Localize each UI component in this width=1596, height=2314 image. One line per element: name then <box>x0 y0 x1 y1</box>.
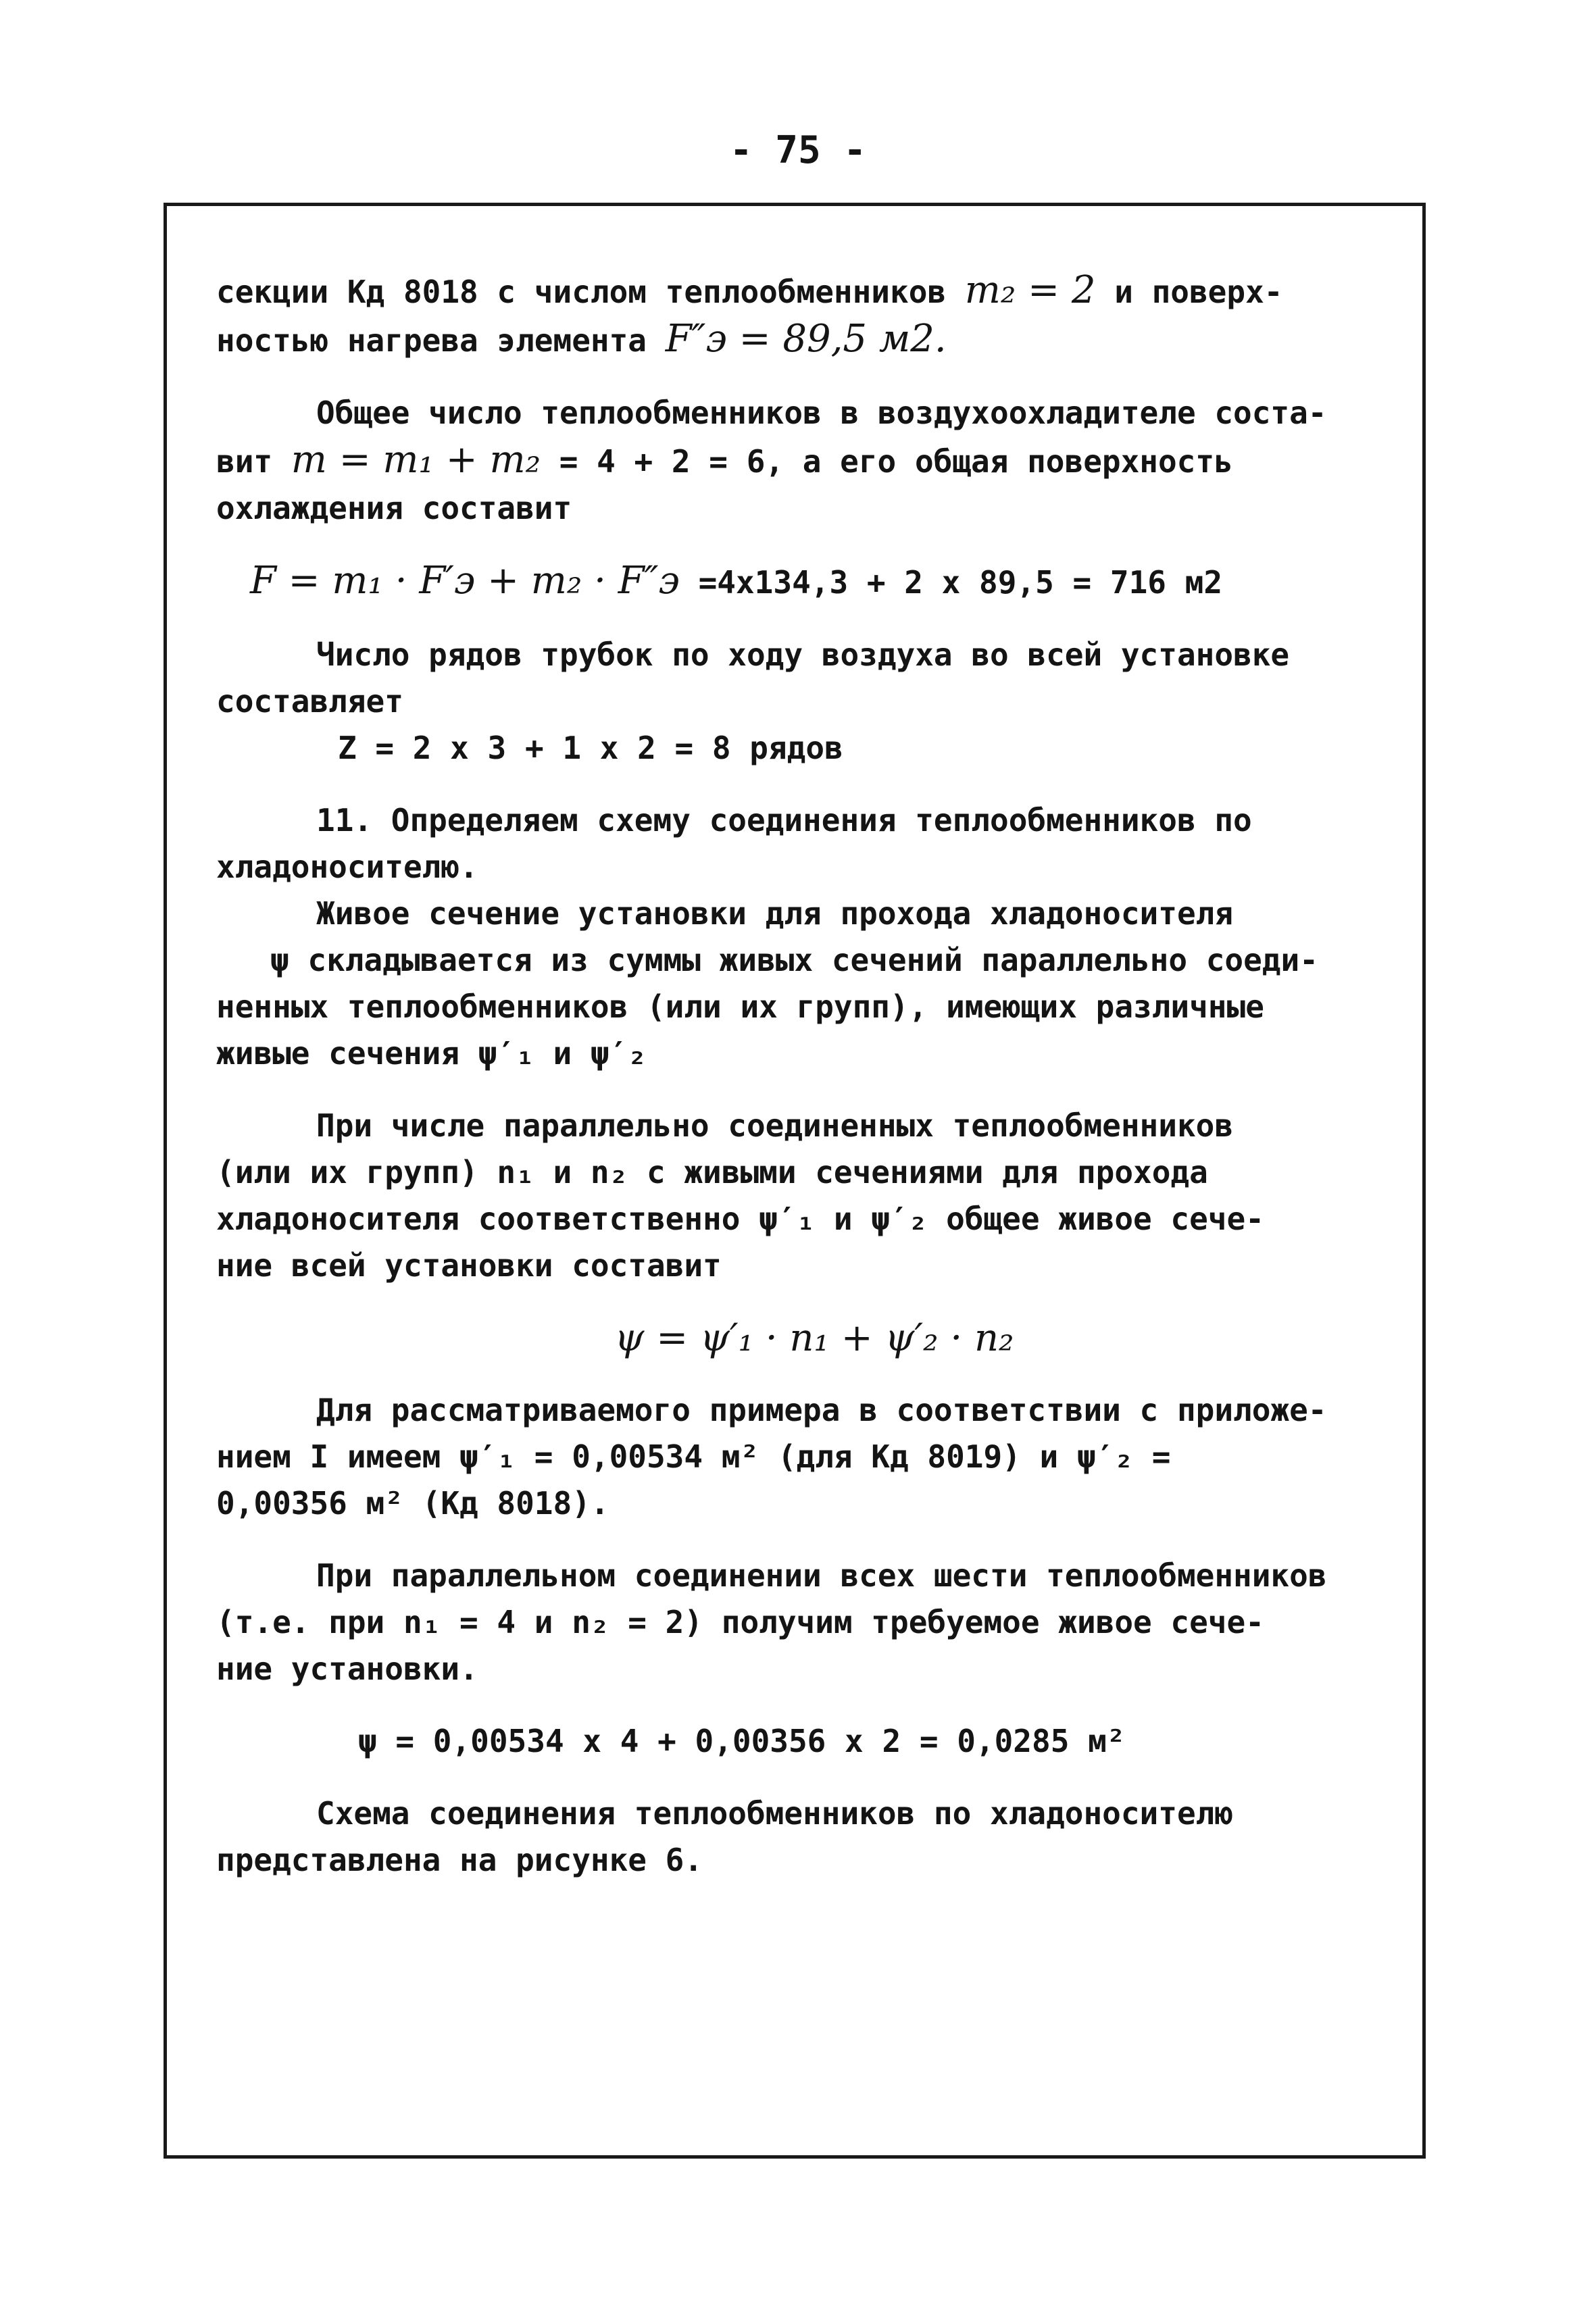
text-line: Схема соединения теплообменников по хладоносителю <box>316 1795 1234 1832</box>
text-line: ненных теплообменников (или их групп), имеющих различные <box>216 988 1264 1025</box>
formula-line: ψ = 0,00534 x 4 + 0,00356 x 2 = 0,0285 м² <box>358 1723 1126 1759</box>
text-line: ностью нагрева элемента F″э = 89,5 м2. <box>216 317 947 361</box>
text-line: нием I имеем ψ′₁ = 0,00534 м² (для Кд 8019) и ψ′₂ = <box>216 1438 1171 1475</box>
document-body <box>216 267 1412 1884</box>
text-line: (т.е. при n₁ = 4 и n₂ = 2) получим требуемое живое сече- <box>216 1604 1264 1640</box>
text-line: ние всей установки составит <box>216 1247 722 1284</box>
text-line: Живое сечение установки для прохода хладоносителя <box>316 895 1234 932</box>
text-line: ние установки. <box>216 1651 478 1687</box>
text-line: 11. Определяем схему соединения теплообменников по <box>316 802 1252 838</box>
text-line: живые сечения ψ′₁ и ψ′₂ <box>216 1035 647 1072</box>
text-line: 0,00356 м² (Кд 8018). <box>216 1485 609 1521</box>
text-line: вит m = m₁ + m₂ = 4 + 2 = 6, а его общая поверхность <box>216 438 1233 482</box>
text-line: (или их групп) n₁ и n₂ с живыми сечениями для прохода <box>216 1154 1208 1190</box>
text-line: Для рассматриваемого примера в соответствии с приложе- <box>316 1392 1327 1428</box>
formula-line: F = m₁ · F′э + m₂ · F″э =4x134,3 + 2 x 89,5 = 716 м2 <box>250 559 1223 603</box>
page-number: - 75 - <box>729 128 867 172</box>
text-line: представлена на рисунке 6. <box>216 1842 703 1878</box>
formula-line: ψ = ψ′₁ · n₁ + ψ′₂ · n₂ <box>614 1316 1014 1360</box>
text-line: Число рядов трубок по ходу воздуха во всей установке <box>316 636 1290 673</box>
text-line: При числе параллельно соединенных теплообменников <box>316 1107 1234 1144</box>
formula-line: Z = 2 x 3 + 1 x 2 = 8 рядов <box>338 730 843 766</box>
text-line: охлаждения составит <box>216 490 572 526</box>
text-line: хладоносителя соответственно ψ′₁ и ψ′₂ общее живое сече- <box>216 1201 1264 1237</box>
text-line: хладоносителю. <box>216 849 478 885</box>
text-line: Общее число теплообменников в воздухоохладителе соста- <box>316 395 1327 431</box>
text-line: ψ складывается из суммы живых сечений параллельно соеди- <box>270 942 1318 978</box>
text-line: секции Кд 8018 с числом теплообменников m₂ = 2 и поверх- <box>216 268 1283 312</box>
text-line: При параллельном соединении всех шести теплообменников <box>316 1557 1327 1594</box>
text-line: составляет <box>216 683 403 720</box>
